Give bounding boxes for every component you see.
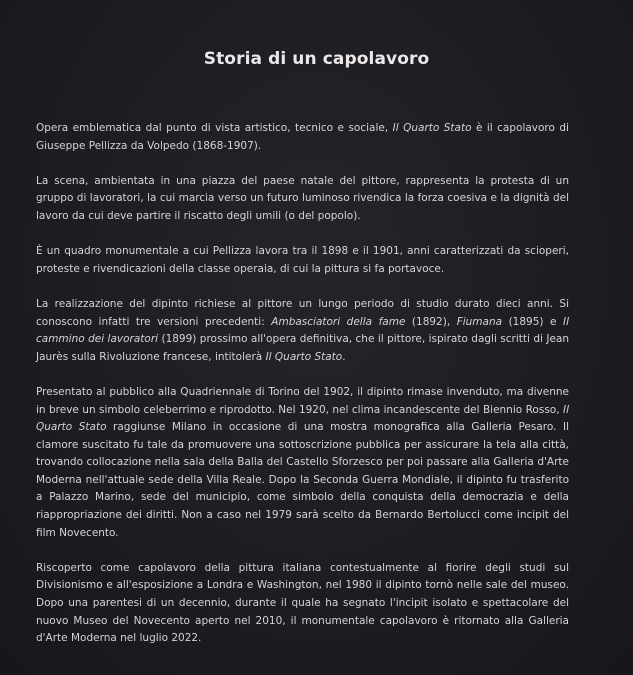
panel-body bbox=[36, 120, 569, 665]
text-run: (1892), bbox=[405, 315, 457, 328]
paragraph bbox=[36, 384, 569, 542]
panel-title: Storia di un capolavoro bbox=[203, 49, 430, 69]
text-run: (1895) e bbox=[502, 315, 563, 328]
italic-title: Fiumana bbox=[456, 315, 503, 328]
text-run: Riscoperto come capolavoro della pittura italiana contestualmente al fiorire degli studi sul Divisionismo e all'esposizione a Londra e Washington, nel 1980 il dipinto tornò nelle sale del museo. Dopo una parentesi di un decennio, durante il quale ha segnato l'incipit isolato e spettacolare del nuovo Museo del Novecento aperto nel 2010, il monumentale capolavoro è ritornato alla Galleria d'Arte Moderna nel luglio 2022. bbox=[36, 561, 569, 645]
text-run: Presentato al pubblico alla Quadriennale di Torino del 1902, il dipinto rimase invenduto, ma divenne in breve un simbolo celeberrimo e riprodotto. Nel 1920, nel clima incandescente del Biennio Rosso, bbox=[36, 385, 569, 416]
text-run: raggiunse Milano in occasione di una mostra monografica alla Galleria Pesaro. Il clamore suscitato fu tale da promuovere una sottoscrizione pubblica per assicurare la tela alla città, trovando collocazione nella sala della Balla del Castello Sforzesco per poi passare alla Galleria d'Arte Moderna nell'attuale sede della Villa Reale. Dopo la Seconda Guerra Mondiale, il dipinto fu trasferito a Palazzo Marino, sede del municipio, come simbolo della conquista della democrazia e della riappropriazione dei diritti. Non a caso nel 1979 sarà scelto da Bernardo Bertolucci come incipit del film Novecento. bbox=[36, 421, 570, 539]
paragraph bbox=[36, 560, 569, 648]
text-run: . bbox=[342, 350, 346, 363]
italic-title: Il cammino dei lavoratori bbox=[36, 315, 569, 346]
paragraph bbox=[36, 120, 569, 155]
paragraph bbox=[36, 173, 569, 226]
text-run: È un quadro monumentale a cui Pellizza lavora tra il 1898 e il 1901, anni caratterizzati da scioperi, proteste e rivendicazioni della classe operaia, di cui la pittura si fa portavoce. bbox=[36, 245, 569, 275]
text-run: Opera emblematica dal punto di vista artistico, tecnico e sociale, bbox=[36, 122, 393, 134]
text-run: La realizzazione del dipinto richiese al pittore un lungo periodo di studio durato dieci anni. Si conoscono infatti tre versioni precedenti: bbox=[36, 297, 569, 328]
text-run: è il capolavoro di Giuseppe Pellizza da Volpedo (1868-1907). bbox=[36, 122, 569, 152]
paragraph bbox=[36, 243, 569, 278]
italic-title: Il Quarto Stato bbox=[36, 403, 569, 434]
italic-title: Ambasciatori della fame bbox=[271, 315, 406, 328]
paragraph bbox=[36, 296, 569, 366]
text-run: (1899) prossimo all'opera definitiva, che il pittore, ispirato dagli scritti di Jean Jaurès sulla Rivoluzione francese, intitolerà bbox=[36, 333, 569, 363]
italic-title: Il Quarto Stato bbox=[265, 350, 343, 363]
italic-title: Il Quarto Stato bbox=[392, 122, 472, 134]
text-run: La scena, ambientata in una piazza del paese natale del pittore, rappresenta la protesta di un gruppo di lavoratori, la cui marcia verso un futuro luminoso rivendica la forza coesiva e la dignità del lavoro da cui deve partire il riscatto degli umili (o del popolo). bbox=[36, 174, 569, 222]
